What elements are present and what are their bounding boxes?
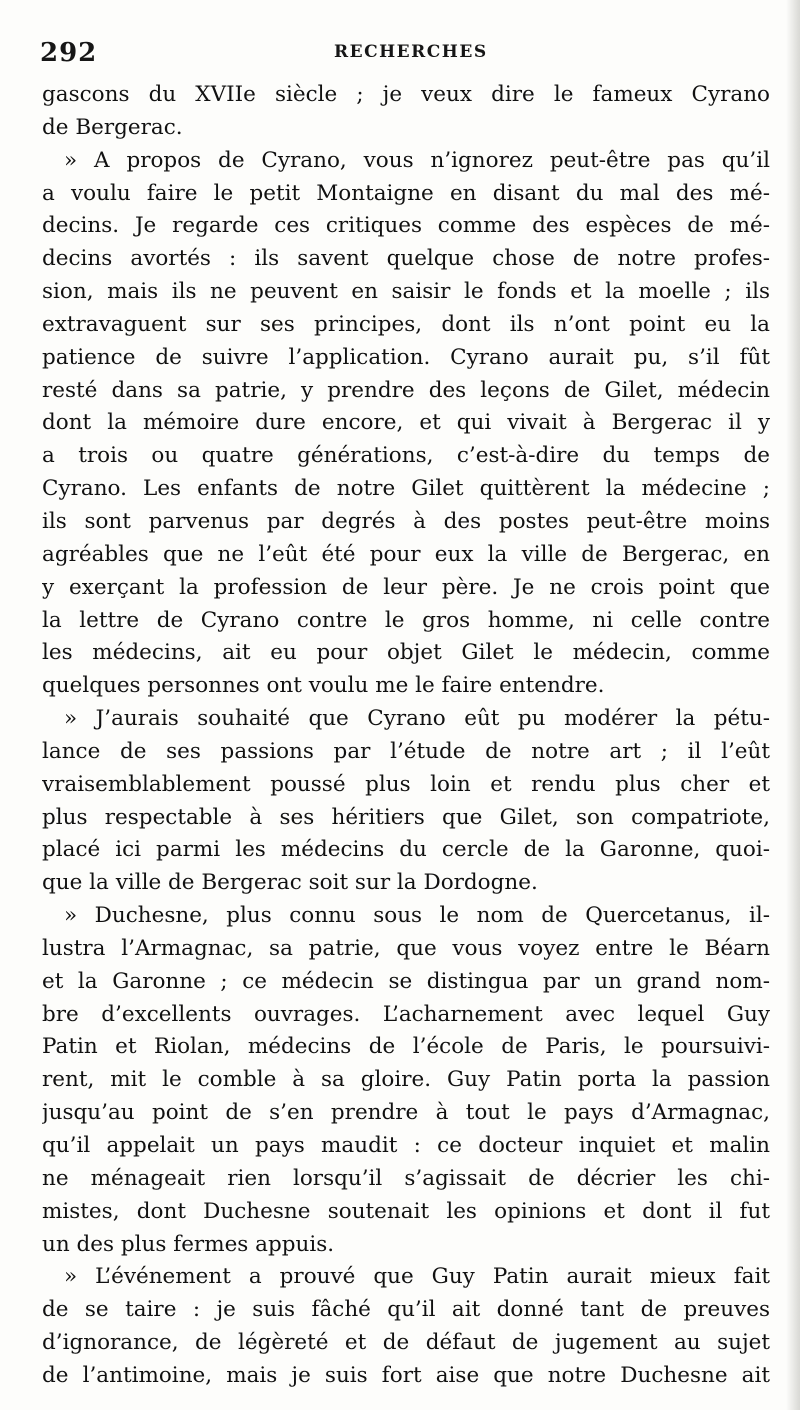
text-line: que la ville de Bergerac soit sur la Dordogne.: [42, 870, 538, 896]
text-line: » A propos de Cyrano, vous n’ignorez peut-être pas qu’il: [64, 147, 770, 173]
text-line: a trois ou quatre générations, c’est-à-dire du temps de: [42, 443, 770, 469]
text-line: patience de suivre l’application. Cyrano aurait pu, s’il fût: [42, 344, 770, 370]
text-line: ne ménageait rien lorsqu’il s’agissait de décrier les chi-: [42, 1165, 770, 1191]
text-line: » Duchesne, plus connu sous le nom de Quercetanus, il-: [64, 903, 770, 929]
text-line: Cyrano. Les enfants de notre Gilet quittèrent la médecine ;: [42, 476, 770, 502]
page-edge-shadow: [786, 0, 800, 1410]
text-line: de se taire : je suis fâché qu’il ait donné tant de preuves: [42, 1297, 770, 1323]
text-line: mistes, dont Duchesne soutenait les opinions et dont il fut: [42, 1198, 770, 1224]
text-line: lance de ses passions par l’étude de notre art ; il l’eût: [42, 738, 770, 764]
text-line: un des plus fermes appuis.: [42, 1231, 335, 1257]
text-line: plus respectable à ses héritiers que Gilet, son compatriote,: [42, 804, 770, 830]
text-line: ils sont parvenus par degrés à des postes peut-être moins: [42, 508, 770, 534]
text-line: placé ici parmi les médecins du cercle de la Garonne, quoi-: [42, 837, 770, 863]
text-line: la lettre de Cyrano contre le gros homme, ni celle contre: [42, 607, 770, 633]
text-line: et la Garonne ; ce médecin se distingua par un grand nom-: [42, 968, 770, 994]
text-line: resté dans sa patrie, y prendre des leçons de Gilet, médecin: [42, 377, 770, 403]
text-line: a voulu faire le petit Montaigne en disant du mal des mé-: [42, 180, 770, 206]
text-line: de Bergerac.: [42, 114, 183, 140]
text-line: gascons du XVIIe siècle ; je veux dire le fameux Cyrano: [42, 82, 770, 107]
text-line: dont la mémoire dure encore, et qui vivait à Bergerac il y: [42, 410, 770, 436]
text-line: vraisemblablement poussé plus loin et rendu plus cher et: [42, 771, 770, 797]
text-line: » J’aurais souhaité que Cyrano eût pu modérer la pétu-: [64, 706, 770, 732]
page-number: 292: [40, 38, 98, 68]
text-line: rent, mit le comble à sa gloire. Guy Patin porta la passion: [42, 1067, 770, 1093]
running-head: RECHERCHES: [334, 42, 488, 62]
text-line: extravaguent sur ses principes, dont ils n’ont point eu la: [42, 311, 770, 337]
text-line: jusqu’au point de s’en prendre à tout le pays d’Armagnac,: [42, 1100, 770, 1126]
text-line: lustra l’Armagnac, sa patrie, que vous voyez entre le Béarn: [42, 935, 770, 961]
text-line: bre d’excellents ouvrages. L’acharnement avec lequel Guy: [42, 1001, 770, 1027]
text-line: » L’événement a prouvé que Guy Patin aurait mieux fait: [64, 1264, 770, 1290]
text-line: de l’antimoine, mais je suis fort aise que notre Duchesne ait: [42, 1362, 770, 1388]
text-line: decins. Je regarde ces critiques comme des espèces de mé-: [42, 213, 770, 239]
body-text: [42, 79, 770, 1393]
page-header: [40, 34, 770, 70]
text-line: d’ignorance, de légèreté et de défaut de jugement au sujet: [42, 1330, 770, 1356]
text-line: qu’il appelait un pays maudit : ce docteur inquiet et malin: [42, 1133, 770, 1158]
text-line: decins avortés : ils savent quelque chose de notre profes-: [42, 246, 770, 272]
text-line: Patin et Riolan, médecins de l’école de Paris, le poursuivi-: [42, 1034, 770, 1060]
text-line: y exerçant la profession de leur père. Je ne crois point que: [42, 574, 770, 600]
text-line: sion, mais ils ne peuvent en saisir le fonds et la moelle ; ils: [42, 279, 770, 305]
text-line: quelques personnes ont voulu me le faire entendre.: [42, 673, 605, 699]
text-line: les médecins, ait eu pour objet Gilet le médecin, comme: [42, 640, 770, 666]
text-line: agréables que ne l’eût été pour eux la ville de Bergerac, en: [42, 541, 770, 567]
